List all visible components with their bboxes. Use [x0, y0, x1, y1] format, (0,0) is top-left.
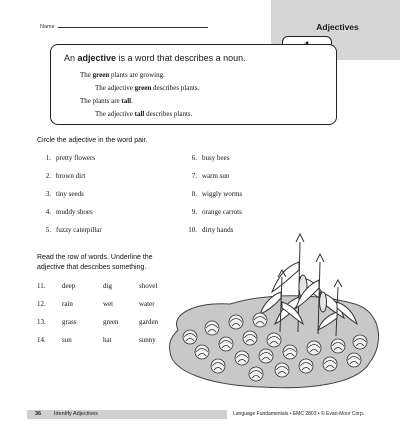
word-pair-item[interactable]: 5. fuzzy caterpillar: [45, 226, 102, 234]
word-pair-item[interactable]: 7. warm sun: [191, 172, 230, 180]
definition-example: The plants are tall.: [80, 97, 133, 105]
cabbage: [259, 349, 273, 363]
cabbage: [183, 330, 197, 344]
word-option[interactable]: sunny: [139, 336, 156, 344]
page-number: 36: [35, 411, 42, 417]
word-pair-item[interactable]: 6. busy bees: [191, 154, 230, 162]
name-write-line: [58, 27, 208, 28]
footer-credit: Language Fundamentals • EMC 2803 • © Evan-Moor Corp.: [233, 411, 365, 417]
cabbage: [229, 315, 243, 329]
cabbage: [323, 357, 337, 371]
word-option[interactable]: green: [103, 318, 119, 326]
cabbage: [253, 313, 267, 327]
word-pair-item[interactable]: 4. muddy shoes: [45, 208, 93, 216]
word-row-number: 12.: [37, 300, 46, 308]
cabbage: [307, 341, 321, 355]
cabbage: [249, 367, 263, 381]
word-option[interactable]: dig: [103, 282, 112, 290]
cabbage: [353, 335, 367, 349]
part2-instruction: Read the row of words. Underline the adjective that describes something.: [37, 254, 153, 271]
word-pair-item[interactable]: 8. wiggly worms: [191, 190, 243, 198]
cabbage: [195, 345, 209, 359]
cabbage: [243, 331, 257, 345]
word-row-number: 13.: [37, 318, 46, 326]
word-pair-item[interactable]: 10. dirty hands: [188, 226, 234, 234]
word-option[interactable]: rain: [62, 300, 73, 308]
word-pair-item[interactable]: 3. tiny seeds: [45, 190, 84, 198]
word-option[interactable]: hat: [103, 336, 112, 344]
word-option[interactable]: grass: [62, 318, 77, 326]
definition-example: The adjective green describes plants.: [95, 84, 200, 92]
word-option[interactable]: shovel: [139, 282, 158, 290]
cabbage: [235, 351, 249, 365]
word-option[interactable]: garden: [139, 318, 159, 326]
name-field-label: Name: [40, 24, 208, 30]
cabbage: [283, 345, 297, 359]
definition-text: An adjective is a word that describes a noun.: [64, 53, 246, 63]
word-option[interactable]: water: [139, 300, 155, 308]
word-option[interactable]: sun: [62, 336, 72, 344]
word-pair-item[interactable]: 9. orange carrots: [191, 208, 242, 216]
word-option[interactable]: deep: [62, 282, 76, 290]
word-row-number: 14.: [37, 336, 46, 344]
garden-illustration: [160, 232, 385, 402]
cabbage: [331, 339, 345, 353]
word-pair-item[interactable]: 2. brown dirt: [45, 172, 86, 180]
cabbage: [211, 359, 225, 373]
footer-title: Identify Adjectives: [54, 411, 99, 417]
cabbage: [347, 353, 361, 367]
word-pair-item[interactable]: 1. pretty flowers: [45, 154, 96, 162]
part1-instruction: Circle the adjective in the word pair.: [37, 137, 148, 144]
cabbage: [299, 359, 313, 373]
cabbage: [267, 333, 281, 347]
definition-example: The adjective tall describes plants.: [95, 110, 193, 118]
cabbage: [205, 321, 219, 335]
word-row-number: 11.: [37, 282, 46, 290]
cabbage: [275, 363, 289, 377]
cabbage: [219, 337, 233, 351]
word-option[interactable]: wet: [103, 300, 114, 308]
definition-example: The green plants are growing.: [80, 71, 165, 79]
topic-title: Adjectives: [316, 22, 359, 32]
